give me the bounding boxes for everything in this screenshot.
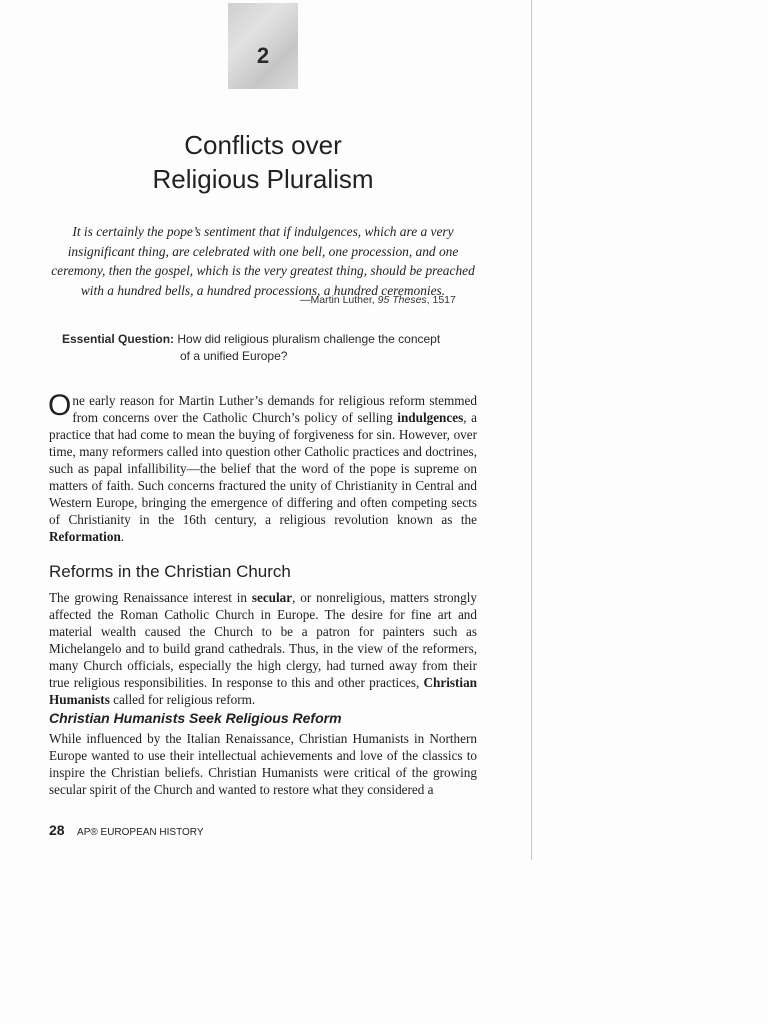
epigraph-emphasis: if <box>283 224 291 239</box>
epigraph-quote <box>40 222 486 300</box>
term-secular: secular <box>251 590 293 605</box>
drop-cap: O <box>48 389 72 422</box>
page-number: 28 <box>49 822 65 838</box>
chapter-number-box <box>228 3 298 89</box>
epigraph-text-b: indulgences, which are a very insignificant thing, are celebrated with one bell, one procession, and one ceremony, then the gospel, which is the very greatest thing, should be preached with a hundred bells, a hundred processions, a hundred ceremonies. <box>51 224 475 298</box>
section-text-a: The growing Renaissance interest in <box>49 590 252 605</box>
section-text-b: , or nonreligious, matters strongly affected the Roman Catholic Church in Europe. The desire for fine art and material wealth caused the Church to be a patron for painters such as Michelangelo and to build grand cathedrals. Thus, in the view of the reformers, many Church officials, especially the high clergy, had turned away from their true religious responsibilities. In response to this and other practices, <box>49 590 477 690</box>
section-paragraph <box>49 589 477 708</box>
attribution-year: , 1517 <box>426 294 456 306</box>
essential-question-label: Essential Question: <box>62 332 175 346</box>
chapter-number: 2 <box>256 43 270 68</box>
section-heading: Reforms in the Christian Church <box>49 562 291 581</box>
page-footer <box>49 822 204 840</box>
essential-question-line-2: of a unified Europe? <box>180 349 288 363</box>
book-title: AP® EUROPEAN HISTORY <box>77 827 204 838</box>
subsection-paragraph: While influenced by the Italian Renaissance, Christian Humanists in Northern Europe wanted to use their intellectual achievements and love of the classics to inspire the Christian beliefs. Christian Humanists were critical of the growing secular spirit of the Church and wanted to restore what they considered a <box>49 731 477 797</box>
attribution-work: 95 Theses <box>377 294 427 306</box>
intro-text-b: , a practice that had come to mean the buying of forgiveness for sin. However, over time, many reformers called into question other Catholic practices and doctrines, such as papal infallibility—the belief that the word of the pope is supreme on matters of faith. Such concerns fractured the unity of Christianity in Central and Western Europe, bringing the emergence of differing and often competing sects of Christianity in the 16th century, a religious revolution known as the <box>49 410 477 527</box>
epigraph-text-a: It is certainly the pope’s sentiment that <box>72 224 284 239</box>
term-reformation: Reformation <box>49 529 121 544</box>
page-edge-divider <box>531 0 532 860</box>
term-christian-humanists: Christian Humanists <box>49 675 477 707</box>
chapter-title-line-2: Religious Pluralism <box>152 164 374 194</box>
subsection-heading: Christian Humanists Seek Religious Reform <box>49 710 342 726</box>
chapter-title <box>100 128 426 196</box>
attribution-author: —Martin Luther, <box>300 294 378 306</box>
intro-text-c: . <box>120 529 125 544</box>
section-text-c: called for religious reform. <box>109 692 256 707</box>
essential-question-line-1: How did religious pluralism challenge the concept <box>177 332 441 346</box>
intro-text-a: ne early reason for Martin Luther’s demands for religious reform stemmed from concerns over the Catholic Church’s policy of selling <box>72 393 477 425</box>
chapter-title-line-1: Conflicts over <box>184 130 342 160</box>
intro-paragraph <box>48 389 477 545</box>
epigraph-attribution <box>300 294 456 306</box>
term-indulgences: indulgences <box>397 410 464 425</box>
essential-question <box>62 331 440 365</box>
